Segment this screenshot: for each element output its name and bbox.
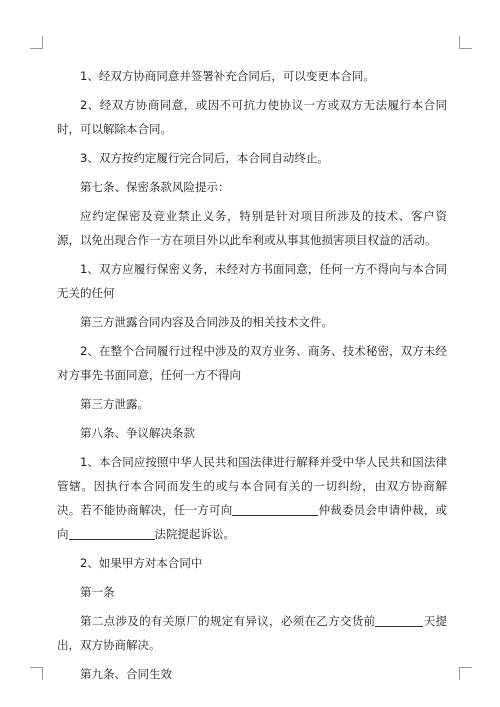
corner-mark-bottom-right (459, 667, 472, 680)
objection-text-end: 天提出，双方协商解决。 (57, 614, 448, 652)
court-blank (69, 525, 155, 540)
paragraph-dispute-2: 2、如果甲方对本合同中 (80, 556, 203, 570)
dispute-text-end: 法院提起诉讼。 (154, 527, 235, 541)
paragraph-confidentiality-1: 1、双方应履行保密义务，未经对方书面同意，任何一方不得向与本合同无关的任何 (57, 262, 447, 300)
corner-mark-top-right (459, 36, 472, 49)
paragraph-objection (57, 609, 447, 657)
paragraph-terminate: 2、经双方协商同意，或因不可抗力使协议一方或双方无法履行本合同时，可以解除本合同。 (57, 98, 447, 136)
paragraph-article-1-ref: 第一条 (80, 585, 115, 599)
paragraph-risk-note: 应约定保密及竞业禁止义务，特别是针对项目所涉及的技术、客户资源，以免出现合作一方在项目外以此牟利或从事其他损害项目权益的活动。 (57, 209, 447, 247)
paragraph-confidentiality-1-cont: 第三方泄露合同内容及合同涉及的相关技术文件。 (80, 315, 333, 329)
paragraph-confidentiality-2-cont: 第三方泄露。 (80, 397, 149, 411)
dispute-text-start: 1、本合同应按照中华人民共和国法律进行解释并受中华人民共和国法律管辖。因执行本合同而发生的或与本合同有关的一切纠纷，由双方协商解决。若不能协商解决，任一方可向 (57, 455, 447, 517)
days-blank (375, 612, 423, 627)
paragraph-confidentiality-2: 2、在整个合同履行过程中涉及的双方业务、商务、技术秘密，双方未经对方事先书面同意，任何一方不得向 (57, 344, 447, 382)
heading-article-7: 第七条、保密条款风险提示： (80, 180, 230, 194)
corner-mark-bottom-left (30, 667, 43, 680)
document-body (57, 64, 447, 691)
paragraph-auto-end: 3、双方按约定履行完合同后，本合同自动终止。 (80, 151, 329, 165)
heading-article-9: 第九条、合同生效 (80, 667, 172, 681)
heading-article-8: 第八条、争议解决条款 (80, 426, 195, 440)
paragraph-amend: 1、经双方协商同意并签署补充合同后，可以变更本合同。 (80, 69, 375, 83)
corner-mark-top-left (30, 36, 43, 49)
dispute-text-mid: 仲裁委员会申请仲裁，或向 (57, 503, 448, 541)
objection-text-start: 第二点涉及的有关原厂的规定有异议，必须在乙方交货前 (80, 614, 376, 628)
arbitration-blank (232, 501, 318, 516)
paragraph-dispute-1 (57, 450, 447, 546)
